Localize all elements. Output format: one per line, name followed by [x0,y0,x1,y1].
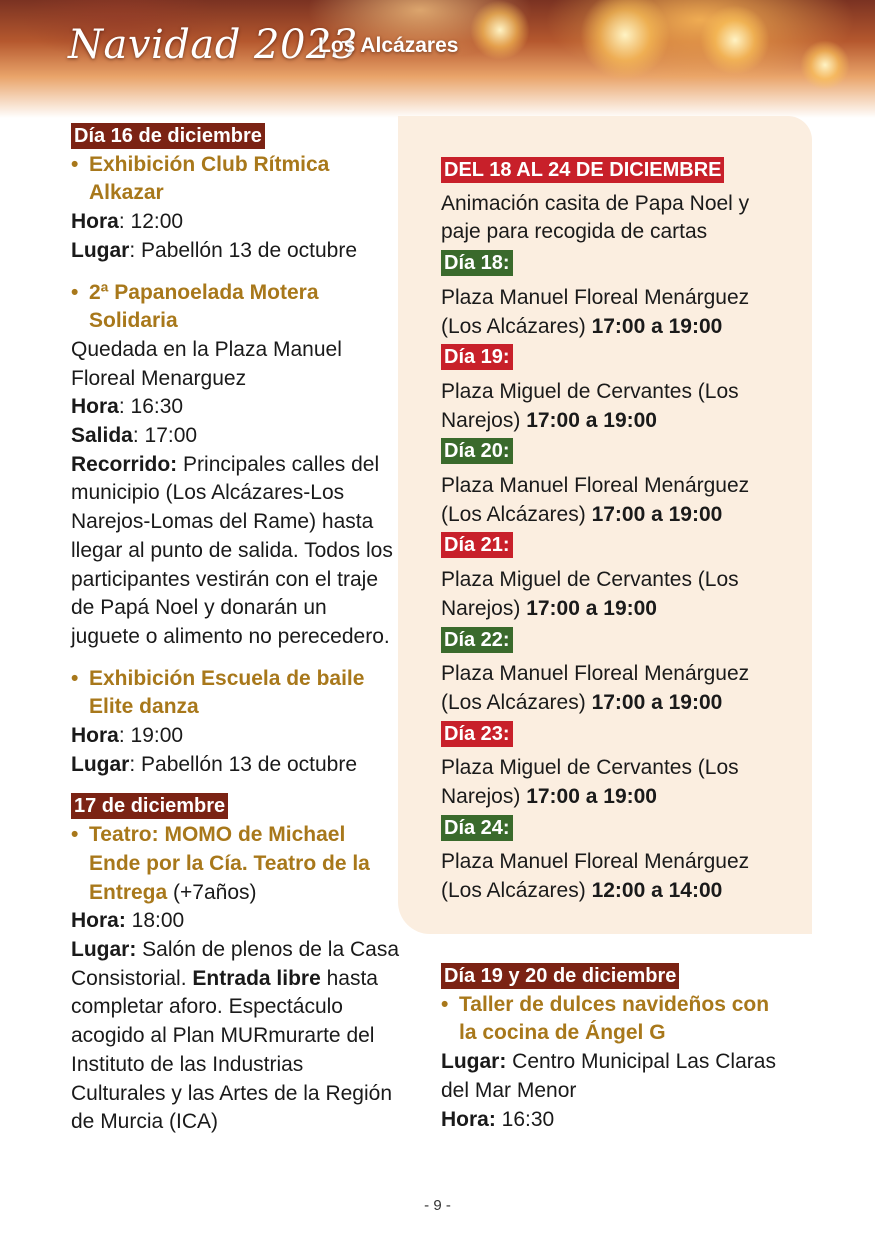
label: Hora [71,395,119,419]
event-time [441,1106,791,1135]
day-tag: Día 23: [441,721,513,747]
label: Lugar: [441,1050,507,1074]
event-description: Quedada en la Plaza Manuel Floreal Menarguez [71,337,342,390]
bullet-icon: • [441,992,449,1016]
event-time [71,722,401,751]
event-time [71,393,401,422]
value: : 16:30 [118,395,184,419]
day-location [441,754,781,811]
header-title: Navidad 2023 [68,22,358,68]
label: Hora: [71,909,126,933]
label: Hora [71,210,119,234]
right-column [441,156,801,906]
event-title [71,821,401,907]
time-range: 17:00 a 19:00 [591,314,723,338]
value: : 19:00 [118,724,184,748]
bullet-icon: • [71,280,79,304]
day-location [441,284,781,341]
free-entry-label: Entrada libre [192,966,321,990]
time-range: 17:00 a 19:00 [526,596,657,620]
event-departure [71,422,401,451]
event-place [441,1048,791,1105]
day-entry [441,531,801,623]
event-place [71,237,401,266]
range-tag: DEL 18 AL 24 DE DICIEMBRE [441,157,724,183]
event-title [71,279,401,336]
day-tag: Día 19: [441,344,513,370]
header-place: Los Alcázares [318,34,459,57]
date-tag: Día 19 y 20 de diciembre [441,963,679,989]
bullet-icon: • [71,823,79,847]
location-text: Plaza Manuel Floreal Menárguez (Los Alcázares) [441,662,750,714]
header-banner [0,0,875,118]
day-entry [441,437,801,529]
location-text: Plaza Miguel de Cervantes (Los Narejos) [441,568,739,620]
label: Salida [71,424,133,448]
day-entry [441,249,801,341]
bullet-icon: • [71,152,79,176]
event-title-text: Exhibición Escuela de baile Elite danza [89,666,365,719]
time-range: 17:00 a 19:00 [591,690,723,714]
day-location [441,378,781,435]
event-title-text: 2ª Papanoelada Motera Solidaria [89,280,319,333]
label: Lugar [71,752,130,776]
time-range: 17:00 a 19:00 [526,785,657,809]
event-title [71,151,401,208]
day-location [441,566,781,623]
location-text: Plaza Miguel de Cervantes (Los Narejos) [441,756,739,809]
intro-text: Animación casita de Papa Noel y paje para recogida de cartas [441,191,750,244]
label: Hora [71,724,119,748]
value: : Pabellón 13 de octubre [129,752,358,776]
left-column [71,122,401,1137]
day-tag: Día 20: [441,438,513,464]
day-location [441,472,781,529]
label: Hora: [441,1107,496,1131]
time-range: 12:00 a 14:00 [591,879,723,903]
day-tag: Día 18: [441,250,513,276]
light-bulb-decoration [470,0,530,60]
date-tag: Día 16 de diciembre [71,123,265,149]
label: Lugar [71,238,130,262]
event-time [71,208,401,237]
event-place [71,936,401,1137]
workshop-block [441,962,791,1134]
value: 18:00 [125,909,185,933]
page-number: - 9 - [424,1197,451,1214]
day-location [441,660,781,717]
value: : Pabellón 13 de octubre [129,238,358,262]
day-tag: Día 22: [441,627,513,653]
value: : 17:00 [132,424,198,448]
event-title [441,991,791,1048]
value: 16:30 [495,1107,555,1131]
day-tag: Día 21: [441,532,513,558]
day-entry [441,814,801,906]
day-location [441,848,781,905]
event-route [71,451,401,652]
day-entry [441,343,801,435]
label: Lugar: [71,937,137,961]
light-bulb-decoration [800,40,850,90]
event-title-text: Taller de dulces navideños con la cocina de Ángel G [459,992,770,1045]
value: Centro Municipal Las Claras del Mar Menor [441,1050,776,1102]
light-bulb-decoration [580,0,670,80]
location-text: Plaza Manuel Floreal Menárguez (Los Alcázares) [441,285,750,338]
value: : 12:00 [118,210,184,234]
day-tag: Día 24: [441,815,513,841]
bullet-icon: • [71,666,79,690]
location-text: Plaza Miguel de Cervantes (Los Narejos) [441,379,739,432]
event-place [71,751,401,780]
age-rating: (+7años) [167,880,257,904]
day-entry [441,626,801,718]
location-text: Plaza Manuel Floreal Menárguez (Los Alcázares) [441,850,750,903]
value: Principales calles del municipio (Los Alcázares-Los Narejos-Lomas del Rame) hasta llegar al punto de salida. Todos los participantes vestirán con el traje de Papá Noel y donarán un juguete o alimento no perecedero. [71,452,393,648]
light-bulb-decoration [700,5,770,75]
day-entry [441,720,801,812]
value: Salón de plenos de la Casa Consistorial. [71,937,400,990]
time-range: 17:00 a 19:00 [526,408,657,432]
location-text: Plaza Manuel Floreal Menárguez (Los Alcázares) [441,474,750,526]
event-title-text: Teatro: MOMO de Michael Ende por la Cía. Teatro de la Entrega [89,823,370,904]
date-tag: 17 de diciembre [71,793,228,819]
days-list [441,249,801,906]
event-title [71,665,401,722]
label: Recorrido: [71,452,178,476]
event-time [71,907,401,936]
event-title-text: Exhibición Club Rítmica Alkazar [89,152,330,205]
value: hasta completar aforo. Espectáculo acogido al Plan MURmurarte del Instituto de las Industrias Culturales y las Artes de la Región de Murcia (ICA) [71,966,392,1134]
time-range: 17:00 a 19:00 [591,502,723,526]
